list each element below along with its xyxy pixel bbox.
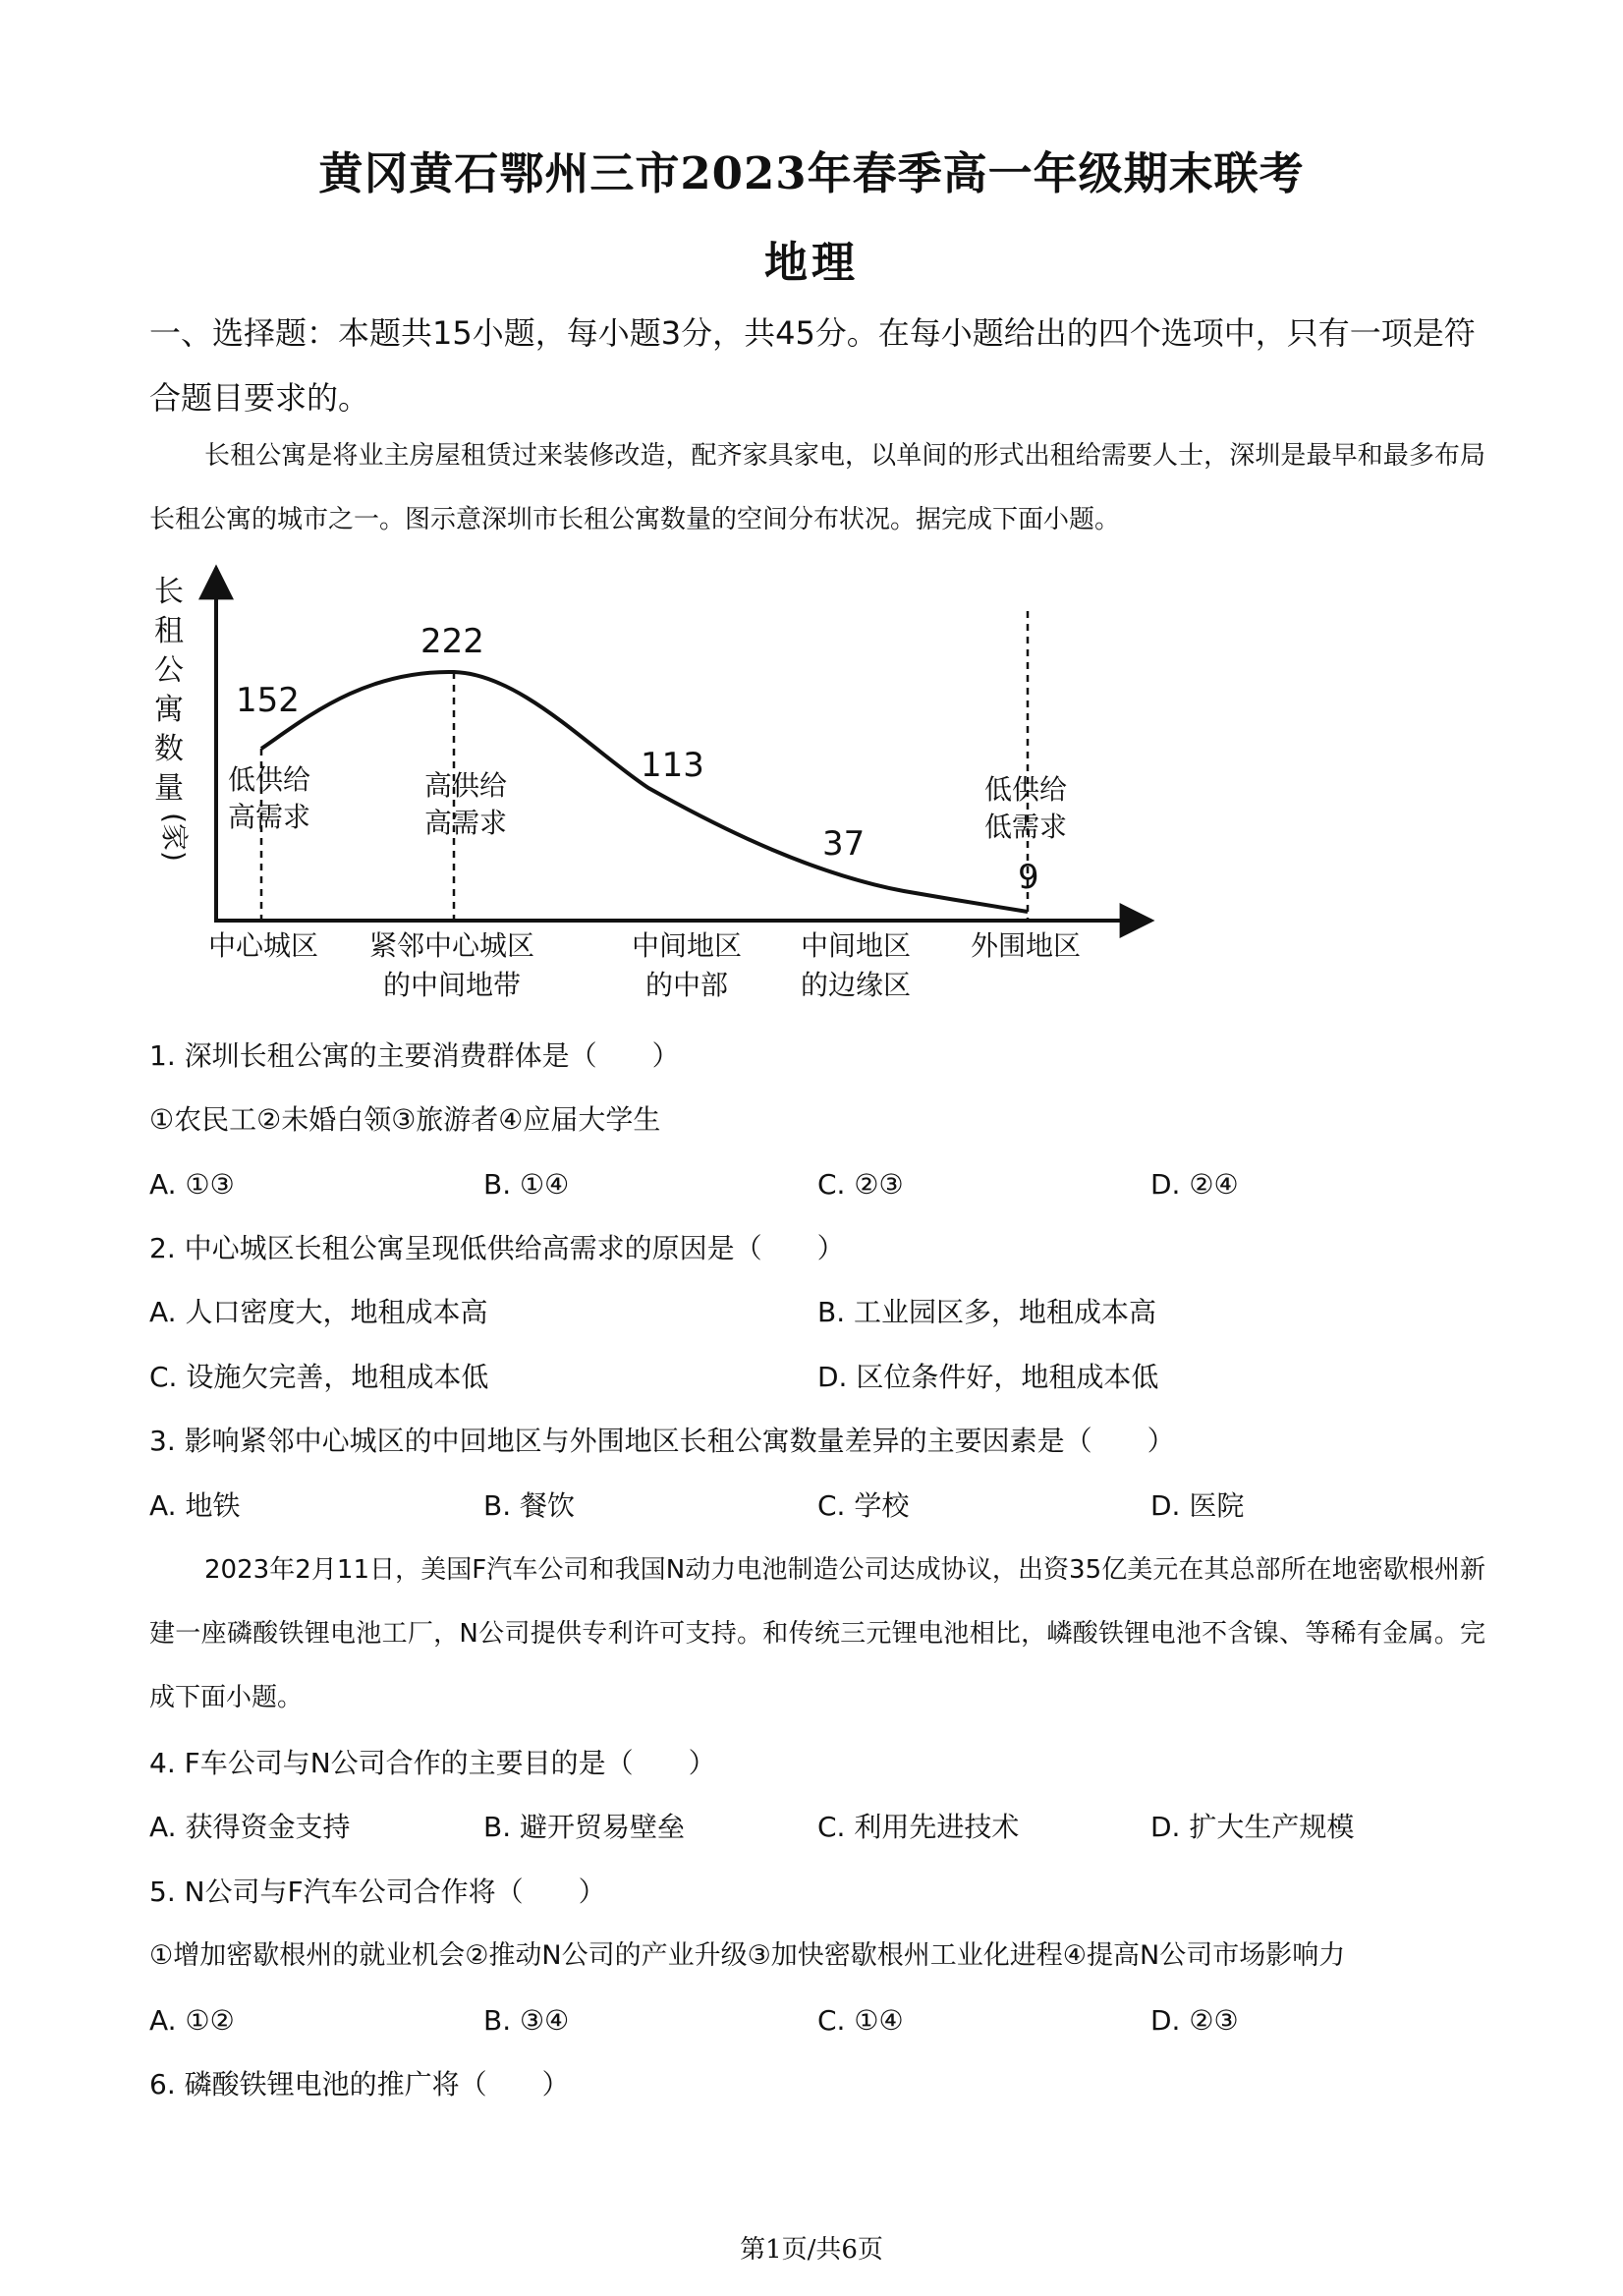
- passage-rental-apartments: 长租公寓是将业主房屋租赁过来装修改造，配齐家具家电，以单间的形式出租给需要人士，深圳是最早和最多布局长租公寓的城市之一。图示意深圳市长租公寓数量的空间分布状况。据完成下面小题。: [149, 441, 1485, 534]
- annotation-outer-line1: 低供给: [984, 773, 1068, 806]
- question-5-option-a: A. ①②: [149, 2004, 235, 2037]
- y-label-char: 租: [154, 614, 184, 648]
- value-label-near: 222: [420, 622, 484, 661]
- y-label-char: 寓: [154, 693, 184, 727]
- question-5-statements: ①增加密歇根州的就业机会②推动N公司的产业升级③加快密歇根州工业化进程④提高N公司市场影响力: [149, 1940, 1346, 1971]
- question-4-option-c: C. 利用先进技术: [817, 1811, 1020, 1843]
- passage-battery-factory: 2023年2月11日，美国F汽车公司和我国N动力电池制造公司达成协议，出资35亿美元在其总部所在地密歇根州新建一座磷酸铁锂电池工厂，N公司提供专利许可支持。和传统三元锂电池相比，嶙酸铁锂电池不含镍、等稀有金属。完成下面小题。: [149, 1555, 1485, 1712]
- question-1-option-d: D. ②④: [1150, 1168, 1239, 1201]
- value-label-center: 152: [236, 681, 300, 720]
- question-4-stem: 4. F车公司与N公司合作的主要目的是（ ）: [149, 1747, 716, 1779]
- subject-title: 地理: [764, 238, 859, 288]
- y-label-char: 数: [154, 732, 184, 766]
- category-label: 中间地区: [800, 929, 912, 962]
- distribution-curve: [261, 672, 1028, 912]
- question-5-option-c: C. ①④: [817, 2004, 904, 2037]
- y-label-char: 公: [154, 653, 184, 688]
- value-label-edge: 37: [822, 824, 866, 864]
- annotation-near-line1: 高供给: [424, 769, 508, 802]
- question-2-option-d: D. 区位条件好，地租成本低: [817, 1361, 1159, 1393]
- annotation-center-line2: 高需求: [228, 801, 311, 833]
- question-1-statements: ①农民工②未婚白领③旅游者④应届大学生: [149, 1103, 661, 1136]
- question-3-option-c: C. 学校: [817, 1489, 910, 1522]
- page-footer: 第1页/共6页: [740, 2235, 883, 2265]
- question-2-option-b: B. 工业园区多，地租成本高: [817, 1296, 1157, 1328]
- question-1-option-a: A. ①③: [149, 1168, 235, 1201]
- question-4-option-a: A. 获得资金支持: [149, 1811, 351, 1843]
- question-2-stem: 2. 中心城区长租公寓呈现低供给高需求的原因是（ ）: [149, 1232, 845, 1264]
- value-label-middle: 113: [641, 746, 704, 785]
- y-axis-label: [154, 575, 191, 862]
- category-label: 的中部: [644, 969, 729, 1001]
- question-3-option-b: B. 餐饮: [483, 1489, 576, 1522]
- question-6-stem: 6. 磷酸铁锂电池的推广将（ ）: [149, 2068, 570, 2100]
- category-label: 中心城区: [207, 929, 319, 962]
- question-1-option-b: B. ①④: [483, 1168, 570, 1201]
- section-heading: 一、选择题：本题共15小题，每小题3分，共45分。在每小题给出的四个选项中，只有一项是符合题目要求的。: [149, 314, 1476, 417]
- question-4-option-b: B. 避开贸易壁垒: [483, 1811, 686, 1843]
- question-4-option-d: D. 扩大生产规模: [1150, 1811, 1355, 1843]
- y-label-unit: (家): [158, 812, 191, 862]
- y-label-char: 量: [154, 771, 184, 806]
- category-label: 的边缘区: [800, 969, 912, 1001]
- question-5-option-b: B. ③④: [483, 2004, 570, 2037]
- question-3-option-a: A. 地铁: [149, 1489, 241, 1522]
- category-label: 的中间地带: [382, 969, 522, 1001]
- question-1-stem: 1. 深圳长租公寓的主要消费群体是（ ）: [149, 1039, 680, 1072]
- annotation-near-line2: 高需求: [424, 807, 508, 839]
- question-3-stem: 3. 影响紧邻中心城区的中回地区与外围地区长租公寓数量差异的主要因素是（ ）: [149, 1425, 1175, 1457]
- value-label-outer: 9: [1018, 858, 1039, 897]
- rental-apartment-distribution-figure: [138, 562, 1159, 1014]
- question-2-option-c: C. 设施欠完善，地租成本低: [149, 1361, 489, 1393]
- category-label: 外围地区: [970, 929, 1082, 962]
- annotation-outer-line2: 低需求: [984, 811, 1068, 843]
- exam-title: 黄冈黄石鄂州三市2023年春季高一年级期末联考: [318, 147, 1305, 199]
- y-label-char: 长: [154, 575, 184, 609]
- question-1-option-c: C. ②③: [817, 1168, 904, 1201]
- category-label: 中间地区: [631, 929, 743, 962]
- category-label: 紧邻中心城区: [368, 929, 535, 962]
- question-5-stem: 5. N公司与F汽车公司合作将（ ）: [149, 1876, 606, 1908]
- annotation-center-line1: 低供给: [228, 763, 311, 796]
- question-5-option-d: D. ②③: [1150, 2004, 1239, 2037]
- question-3-option-d: D. 医院: [1150, 1489, 1245, 1522]
- question-2-option-a: A. 人口密度大，地租成本高: [149, 1296, 488, 1328]
